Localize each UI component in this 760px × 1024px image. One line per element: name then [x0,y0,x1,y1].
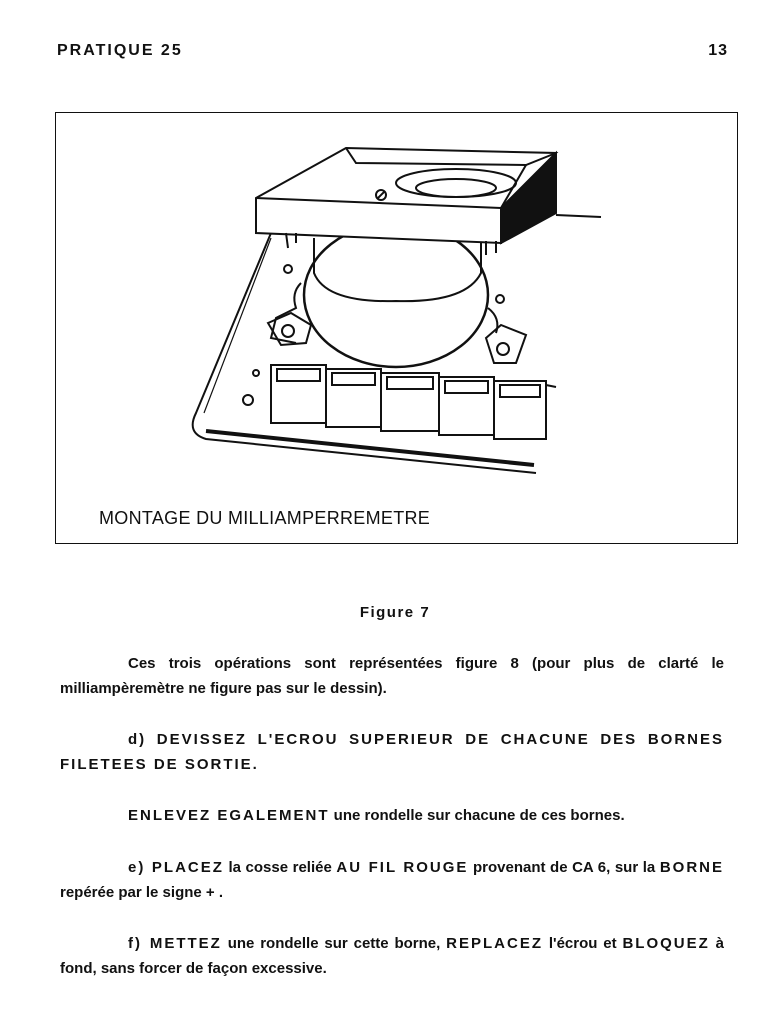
enlevez-caps: ENLEVEZ EGALEMENT [128,807,330,824]
step-e-f: repérée par le signe + . [60,884,224,901]
page-number: 13 [708,42,728,59]
paragraph-f [60,931,724,981]
paragraph-enlevez [60,803,724,828]
step-e-d: provenant de CA 6, sur la [468,859,660,876]
step-f-e: BLOQUEZ [622,935,710,952]
meter-mounting-illustration [56,113,739,545]
figure-caption: MONTAGE DU MILLIAMPERREMETRE [99,508,431,528]
paragraph-1 [60,651,724,701]
step-f-f: à fond, sans forcer de façon excessive. [60,935,725,977]
step-f-d: l'écrou et [543,935,623,952]
step-f-c: REPLACEZ [446,935,543,952]
paragraph-1-text: Ces trois opérations sont représentées figure 8 (pour plus de clarté le milliampèremètre ne figure pas sur le dessin). [60,655,724,697]
step-e-c: AU FIL ROUGE [336,859,469,876]
running-header: PRATIQUE 25 [57,42,183,59]
step-f-b: une rondelle sur cette borne, [221,935,447,952]
step-e-b: la cosse reliée [223,859,337,876]
paragraph-e [60,855,724,905]
figure-label: Figure 7 [359,604,431,621]
enlevez-rest: une rondelle sur chacune de ces bornes. [329,807,625,824]
step-e-e: BORNE [659,859,724,876]
step-f-a: f) METTEZ [128,935,222,952]
paragraph-d [60,727,724,777]
step-e-a: e) PLACEZ [128,859,224,876]
figure-frame [55,112,738,544]
step-d-text: d) DEVISSEZ L'ECROU SUPERIEUR DE CHACUNE DES BORNES FILETEES DE SORTIE. [60,731,724,773]
